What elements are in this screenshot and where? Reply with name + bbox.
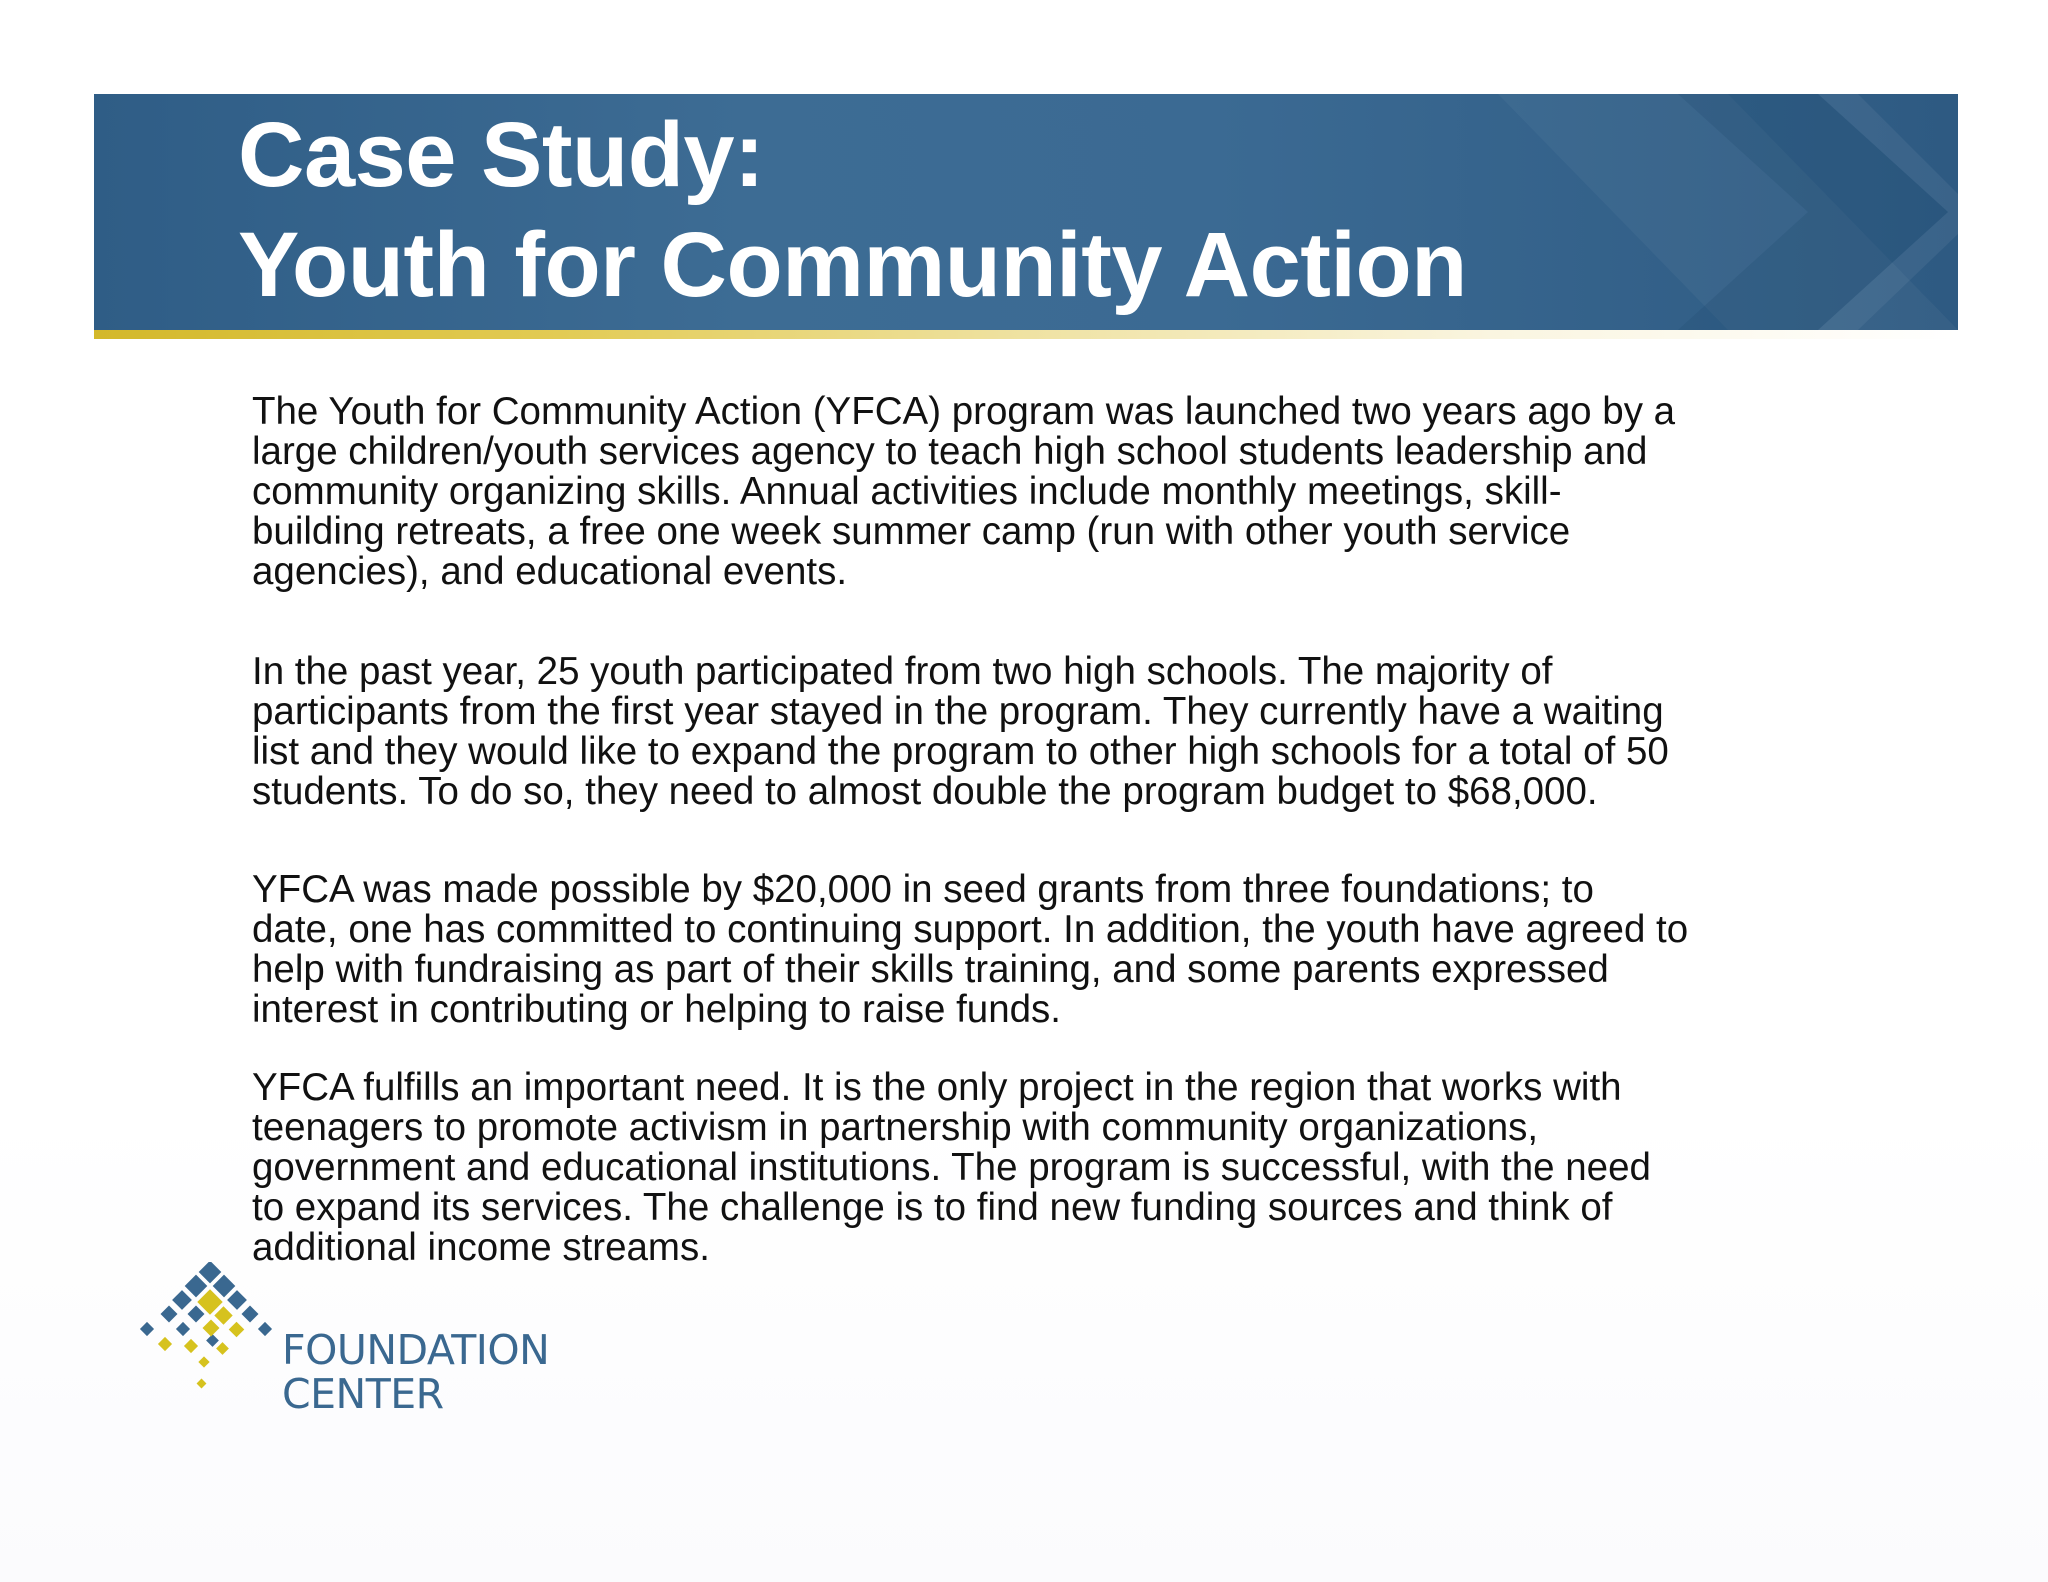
logo-line-2: CENTER	[282, 1370, 444, 1418]
logo-wordmark	[282, 1328, 549, 1416]
paragraph-line: help with fundraising as part of their skills training, and some parents expressed	[252, 948, 1609, 991]
paragraph-line: teenagers to promote activism in partnership with community organizations,	[252, 1106, 1539, 1149]
paragraph-line: government and educational institutions. The program is successful, with the need	[252, 1146, 1651, 1189]
paragraph-line: community organizing skills. Annual activities include monthly meetings, skill-	[252, 470, 1562, 513]
paragraph-line: to expand its services. The challenge is to find new funding sources and think of	[252, 1186, 1613, 1229]
paragraph-line: list and they would like to expand the program to other high schools for a total of 50	[252, 730, 1669, 773]
title-line-1: Case Study:	[238, 104, 765, 206]
paragraph-line: large children/youth services agency to teach high school students leadership and	[252, 430, 1648, 473]
paragraph-program-overview	[252, 392, 1675, 592]
paragraph-line: interest in contributing or helping to raise funds.	[252, 988, 1061, 1031]
paragraph-line: additional income streams.	[252, 1226, 710, 1269]
paragraph-funding	[252, 870, 1688, 1030]
paragraph-line: In the past year, 25 youth participated from two high schools. The majority of	[252, 650, 1553, 693]
paragraph-line: building retreats, a free one week summer camp (run with other youth service	[252, 510, 1571, 553]
paragraph-line: The Youth for Community Action (YFCA) program was launched two years ago by a	[252, 390, 1676, 433]
banner-underline	[94, 330, 1958, 339]
paragraph-line: YFCA fulfills an important need. It is the only project in the region that works with	[252, 1066, 1622, 1109]
foundation-center-logo	[138, 1262, 578, 1422]
paragraph-line: date, one has committed to continuing support. In addition, the youth have agreed to	[252, 908, 1689, 951]
title-line-2: Youth for Community Action	[238, 214, 1467, 316]
paragraph-line: agencies), and educational events.	[252, 550, 848, 593]
paragraph-line: YFCA was made possible by $20,000 in seed grants from three foundations; to	[252, 868, 1594, 911]
slide-title	[238, 100, 1467, 320]
logo-line-1: FOUNDATION	[282, 1326, 550, 1374]
paragraph-line: participants from the first year stayed in the program. They currently have a waiting	[252, 690, 1664, 733]
paragraph-need	[252, 1068, 1651, 1268]
paragraph-participation	[252, 652, 1669, 812]
foundation-center-diamond-icon	[138, 1262, 278, 1422]
paragraph-line: students. To do so, they need to almost double the program budget to $68,000.	[252, 770, 1598, 813]
